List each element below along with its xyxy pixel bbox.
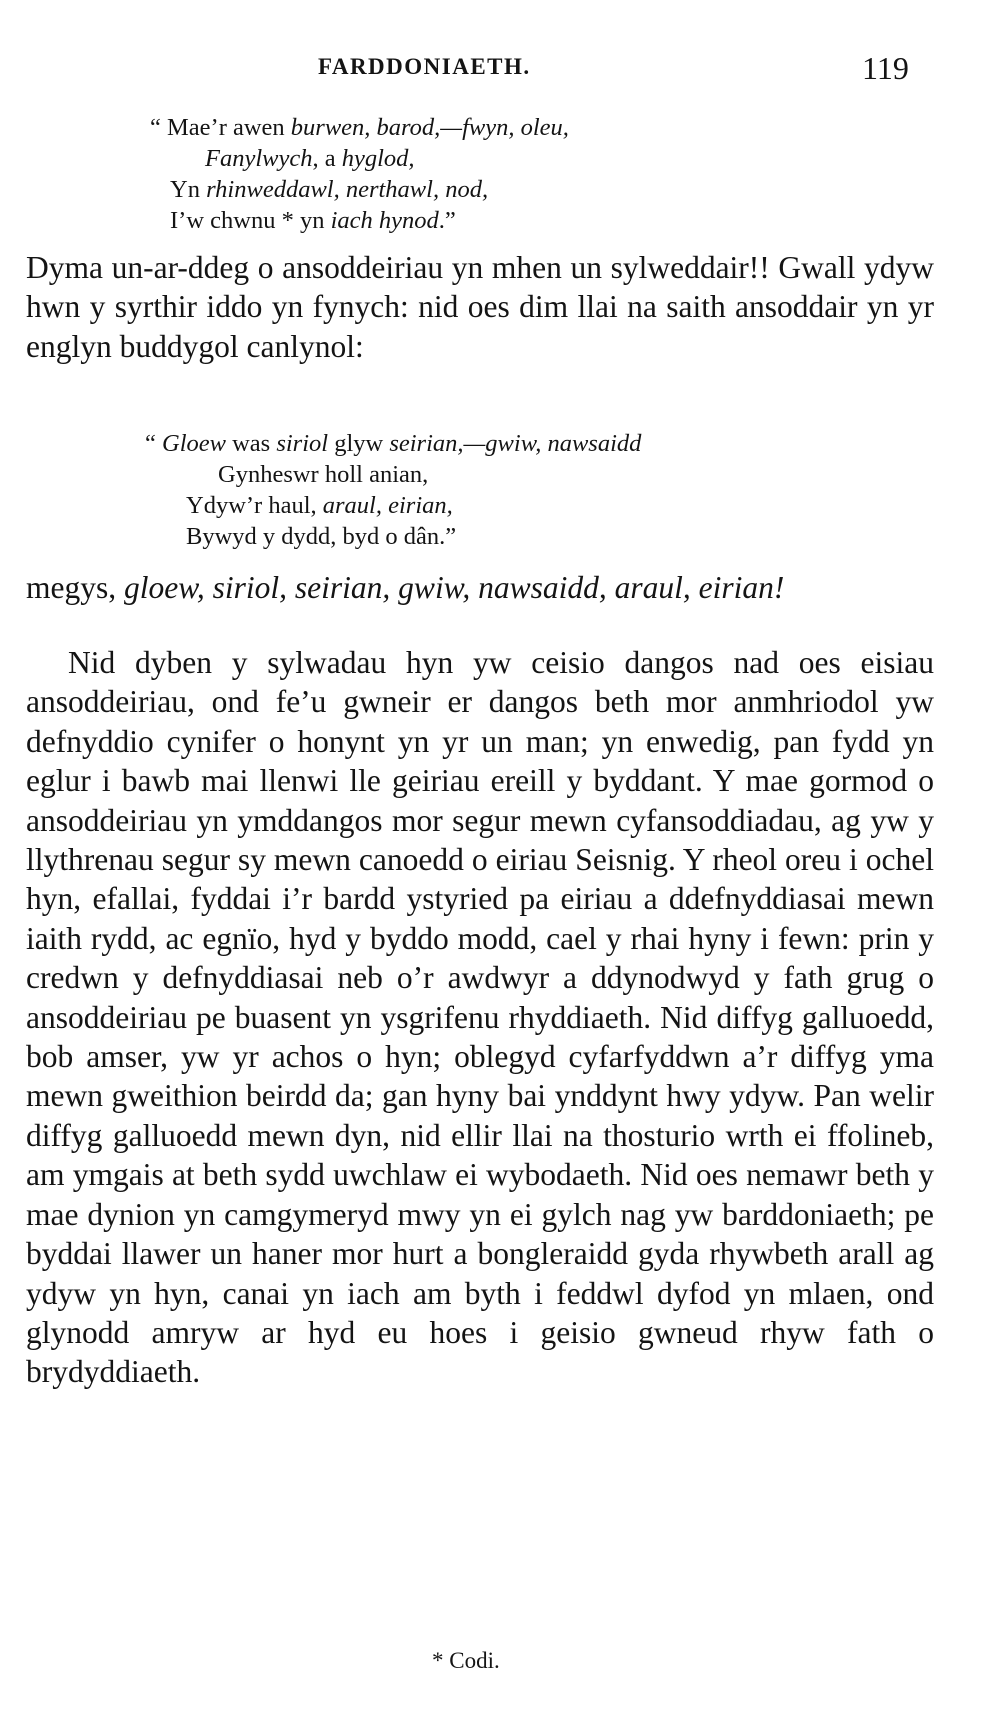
paragraph-text: megys,	[26, 570, 124, 605]
verse-text-italic: Gloew	[162, 430, 226, 457]
running-head	[0, 50, 985, 90]
verse-line	[170, 205, 456, 236]
verse-line	[145, 428, 641, 459]
verse-line	[150, 112, 569, 143]
verse-text: “	[145, 430, 162, 457]
verse-line	[186, 521, 456, 552]
verse-text: I’w chwnu * yn	[170, 207, 331, 234]
verse-text-italic: hyglod,	[341, 145, 415, 172]
paragraph-text-italic: gloew, siriol, seirian, gwiw, nawsaidd, araul, eirian!	[124, 570, 785, 605]
verse-text: Ydyw’r haul,	[186, 492, 323, 519]
verse-text-italic: siriol	[276, 430, 329, 457]
verse-text-italic: Fanylwych	[205, 145, 313, 172]
page-number: 119	[862, 50, 909, 86]
paragraph-1: Dyma un-ar-ddeg o ansoddeiriau yn mhen un sylweddair!! Gwall ydyw hwn y syrthir iddo yn fynych: nid oes dim llai na saith ansoddair yn yr englyn buddygol canlynol:	[26, 250, 934, 364]
verse-text-italic: rhinweddawl, nerthawl, nod,	[206, 176, 489, 203]
verse-text: .”	[438, 207, 456, 234]
verse-text: , a	[312, 145, 342, 172]
verse-line	[186, 490, 453, 521]
verse-text: Bywyd y dydd, byd o dân.”	[186, 523, 457, 550]
verse-text: “ Mae’r awen	[150, 114, 291, 141]
verse-text: was	[225, 430, 277, 457]
footnote: * Codi.	[432, 1648, 500, 1673]
verse-text-italic: iach hynod	[330, 207, 439, 234]
verse-text: glyw	[328, 430, 390, 457]
verse-text-italic: araul, eirian,	[322, 492, 453, 519]
verse-line	[218, 459, 428, 490]
paragraph-2	[26, 568, 934, 607]
paragraph-3: Nid dyben y sylwadau hyn yw ceisio dangos nad oes eisiau ansoddeiriau, ond fe’u gwneir er dangos beth mor anmhriodol yw defnyddio cynifer o honynt yn yr un man; yn enwedig, pan fydd yn eglur i bawb mai llenwi lle geiriau ereill y byddant. Y mae gormod o ansoddeiriau yn ymddangos mor segur mewn cyfansoddiadau, ag yw y llythrenau segur sy mewn canoedd o eiriau Seisnig. Y rheol oreu i ochel hyn, efallai, fyddai i’r bardd ystyried pa eiriau a ddefnyddiasai mewn iaith rydd, ac egnïo, hyd y byddo modd, cael y rhai hyny i fewn: prin y credwn y defnyddiasai neb o’r awdwyr a ddynodwyd y fath grug o ansoddeiriau pe buasent yn ysgrifenu rhyddiaeth. Nid diffyg galluoedd, bob amser, yw yr achos o hyn; oblegyd cyfarfyddwn a’r diffyg yma mewn gweithion beirdd da; gan hyny bai ynddynt hwy ydyw. Pan welir diffyg galluoedd mewn dyn, nid ellir llai na thosturio wrth ei ffolineb, am ymgais at beth sydd uwchlaw ei wybodaeth. Nid oes nemawr beth y mae dynion yn camgymeryd mwy yn ei gylch nag yw barddoniaeth; pe byddai llawer un haner mor hurt a bongleraidd gyda rhywbeth arall ag ydyw yn hyn, canai yn iach am byth i feddwl dyfod yn mlaen, ond glynodd amryw ar hyd eu hoes i geisio gwneud rhyw fath o brydyddiaeth.	[26, 645, 934, 1390]
verse-line	[170, 174, 488, 205]
verse-text: Gynheswr holl anian,	[218, 461, 429, 488]
running-title: FARDDONIAETH.	[318, 54, 531, 79]
verse-text: Yn	[170, 176, 207, 203]
verse-line	[205, 143, 415, 174]
verse-text-italic: seirian,—gwiw, nawsaidd	[389, 430, 642, 457]
verse-text-italic: burwen, barod,—fwyn, oleu,	[290, 114, 569, 141]
